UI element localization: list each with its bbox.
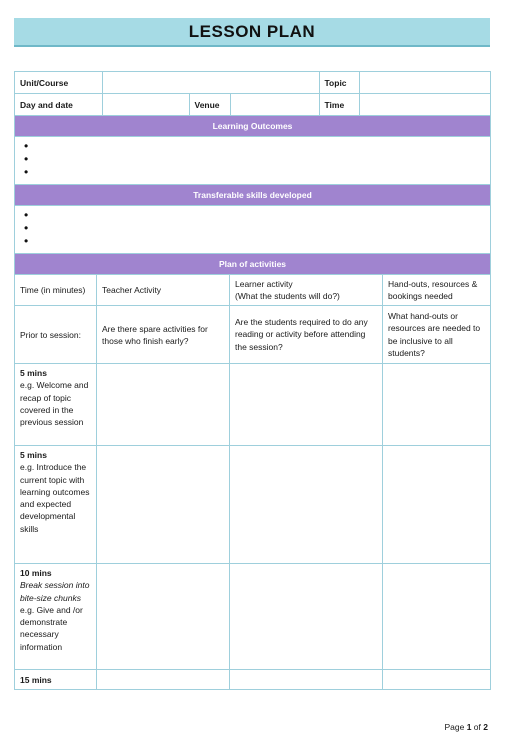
table-row <box>15 446 491 564</box>
info-row-day <box>15 94 491 116</box>
prior-label: Prior to session: <box>15 306 97 364</box>
topic-label: Topic <box>319 72 359 93</box>
page-total: 2 <box>483 722 488 732</box>
teacher-activity-cell[interactable] <box>97 364 230 446</box>
activity-desc: e.g. Give and /or demonstrate necessary information <box>20 604 83 652</box>
table-row <box>15 564 491 670</box>
activity-time-cell <box>15 670 97 690</box>
col-learner-line1: Learner activity <box>235 279 293 289</box>
transferable-skills-header: Transferable skills developed <box>15 185 491 206</box>
table-row <box>15 670 491 690</box>
prior-learner: Are the students required to do any reading or activity before attending the session? <box>230 306 383 364</box>
page-word: Page <box>444 722 465 732</box>
unit-course-label: Unit/Course <box>15 72 102 93</box>
bullet-item <box>34 167 485 180</box>
learner-activity-cell[interactable] <box>230 364 383 446</box>
plan-of-activities-header: Plan of activities <box>15 254 491 275</box>
prior-handouts: What hand-outs or resources are needed to be inclusive to all students? <box>383 306 491 364</box>
col-learner-line2: (What the students will do?) <box>235 291 340 301</box>
activity-italic-note: Break session into bite-size chunks <box>20 580 90 603</box>
teacher-activity-cell[interactable] <box>97 670 230 690</box>
venue-label: Venue <box>189 94 230 115</box>
transferable-skills-list[interactable] <box>15 206 491 254</box>
learner-activity-cell[interactable] <box>230 446 383 564</box>
activity-desc: e.g. Welcome and recap of topic covered in the previous session <box>20 380 89 428</box>
day-date-field[interactable] <box>102 94 189 115</box>
activity-mins: 10 mins <box>20 568 52 578</box>
handouts-cell[interactable] <box>383 364 491 446</box>
day-date-label: Day and date <box>15 94 102 115</box>
learner-activity-cell[interactable] <box>230 670 383 690</box>
teacher-activity-cell[interactable] <box>97 564 230 670</box>
info-row-unit <box>15 72 491 94</box>
unit-course-field[interactable] <box>102 72 319 93</box>
page-of: of <box>473 722 481 732</box>
time-field[interactable] <box>359 94 491 115</box>
activity-time-cell <box>15 364 97 446</box>
table-row <box>15 364 491 446</box>
activity-mins: 15 mins <box>20 674 52 685</box>
page-current: 1 <box>466 722 472 732</box>
col-handouts: Hand-outs, resources & bookings needed <box>383 275 491 306</box>
col-learner <box>230 275 383 306</box>
bullet-item <box>34 154 485 167</box>
page-number <box>444 722 488 732</box>
activity-mins: 5 mins <box>20 368 47 378</box>
activity-time-cell <box>15 564 97 670</box>
venue-field[interactable] <box>230 94 319 115</box>
handouts-cell[interactable] <box>383 670 491 690</box>
col-teacher: Teacher Activity <box>97 275 230 306</box>
handouts-cell[interactable] <box>383 564 491 670</box>
learning-outcomes-header: Learning Outcomes <box>15 116 491 137</box>
activity-mins: 5 mins <box>20 450 47 460</box>
lesson-plan-table <box>14 71 491 690</box>
time-label: Time <box>319 94 359 115</box>
learner-activity-cell[interactable] <box>230 564 383 670</box>
column-header-row <box>15 275 491 306</box>
bullet-item <box>34 236 485 249</box>
activity-time-cell <box>15 446 97 564</box>
handouts-cell[interactable] <box>383 446 491 564</box>
prior-teacher: Are there spare activities for those who finish early? <box>97 306 230 364</box>
activity-desc: e.g. Introduce the current topic with learning outcomes and expected developmental skills <box>20 462 90 534</box>
col-time: Time (in minutes) <box>15 275 97 306</box>
topic-field[interactable] <box>359 72 491 93</box>
page-title: LESSON PLAN <box>14 18 490 47</box>
teacher-activity-cell[interactable] <box>97 446 230 564</box>
bullet-item <box>34 210 485 223</box>
bullet-item <box>34 141 485 154</box>
bullet-item <box>34 223 485 236</box>
learning-outcomes-list[interactable] <box>15 137 491 185</box>
prior-row <box>15 306 491 364</box>
